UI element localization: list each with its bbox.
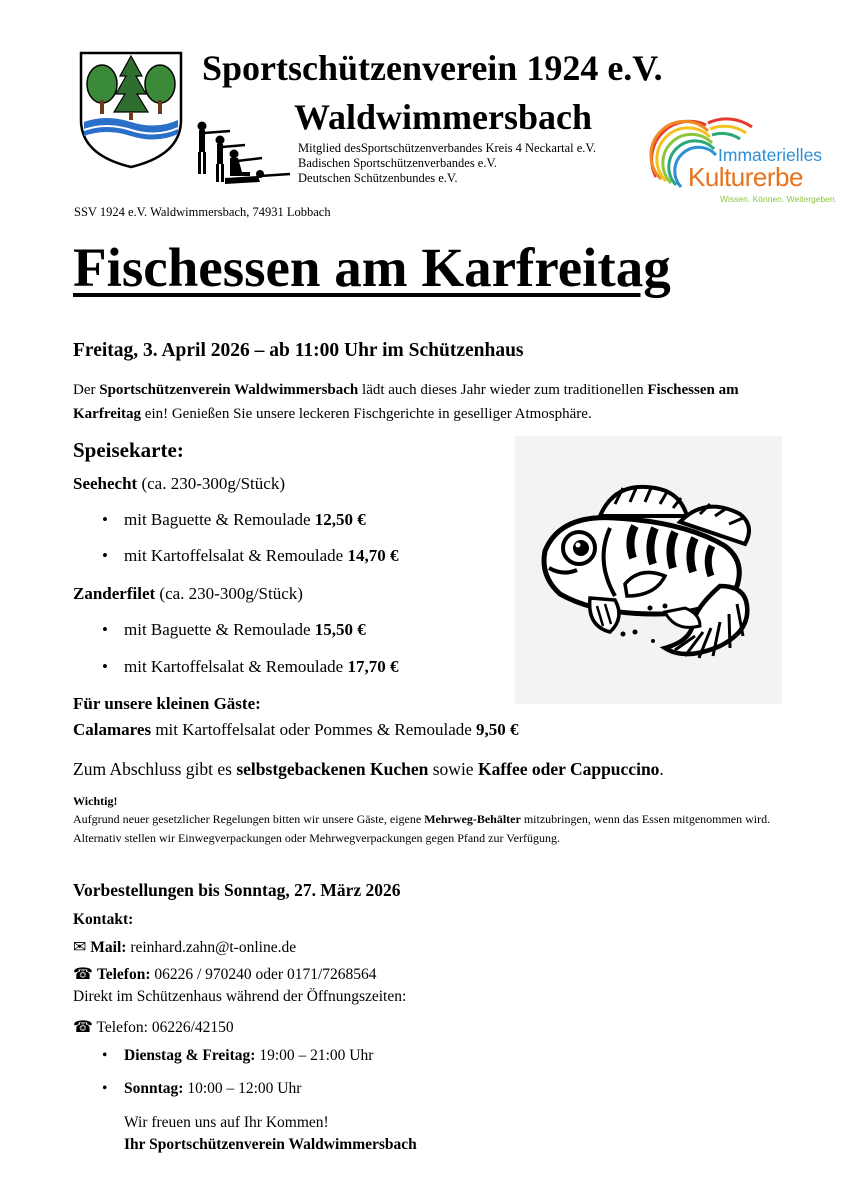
org-name-line2: Waldwimmersbach [294, 97, 593, 137]
signature: Ihr Sportschützenverein Waldwimmersbach [124, 1136, 417, 1153]
dish-note: (ca. 230-300g/Stück) [155, 584, 303, 603]
membership-line: Badischen Sportschützenverbandes e.V. [298, 156, 498, 170]
telephone-icon: ☎ [73, 964, 93, 983]
intro-text: ein! Genießen Sie unsere leckeren Fischgerichte in geselliger Atmosphäre. [141, 406, 592, 422]
option-label: mit Baguette & Remoulade [124, 620, 315, 639]
intro-paragraph [73, 378, 793, 426]
bullet: • [102, 510, 108, 529]
mail-address[interactable]: reinhard.zahn@t-online.de [126, 939, 297, 956]
opening-hours-item [102, 1080, 302, 1098]
fish-illustration-icon [515, 436, 782, 704]
menu-option [102, 510, 366, 530]
intro-org-name: Sportschützenverein Waldwimmersbach [99, 382, 359, 398]
house-phone-number: Telefon: 06226/42150 [92, 1019, 234, 1036]
kulturerbe-tagline: Wissen. Können. Weitergeben. [720, 194, 838, 204]
intro-text: Der [73, 382, 100, 398]
option-label: mit Kartoffelsalat & Remoulade [124, 546, 348, 565]
dessert-text: Zum Abschluss gibt es [73, 759, 237, 779]
menu-option [102, 657, 399, 677]
option-price: 14,70 € [347, 546, 399, 565]
opening-hours-item [102, 1047, 374, 1065]
bullet: • [102, 1080, 108, 1097]
menu-option [102, 546, 399, 566]
bullet: • [102, 657, 108, 676]
dish-note: (ca. 230-300g/Stück) [137, 474, 285, 493]
hours-time: 10:00 – 12:00 Uhr [183, 1080, 302, 1097]
kids-item-desc: mit Kartoffelsalat oder Pommes & Remoulade [151, 720, 477, 739]
org-name-line1: Sportschützenverein 1924 e.V. [202, 48, 663, 88]
event-date-line: Freitag, 3. April 2026 – ab 11:00 Uhr im Schützenhaus [73, 340, 524, 361]
dessert-drinks: Kaffee oder Cappuccino [477, 759, 660, 779]
option-price: 17,70 € [347, 657, 399, 676]
preorder-line: Vorbestellungen bis Sonntag, 27. März 2026 [73, 880, 401, 900]
notice-paragraph [73, 810, 793, 847]
option-price: 15,50 € [314, 620, 366, 639]
contact-mail [73, 937, 296, 957]
bullet: • [102, 620, 108, 639]
notice-heading: Wichtig! [73, 794, 118, 808]
dish-title [73, 474, 285, 494]
option-label: mit Kartoffelsalat & Remoulade [124, 657, 348, 676]
contact-heading: Kontakt: [73, 911, 134, 928]
option-price: 12,50 € [314, 510, 366, 529]
kulturerbe-line2: Kulturerbe [688, 162, 803, 192]
intro-text: lädt auch dieses Jahr wieder zum traditionellen [358, 382, 648, 398]
bullet: • [102, 546, 108, 565]
dessert-text: . [659, 759, 664, 779]
kids-item-price: 9,50 € [476, 720, 519, 739]
coat-of-arms-icon [76, 50, 186, 170]
kids-item [73, 720, 519, 740]
dessert-text: sowie [428, 759, 478, 779]
menu-option [102, 620, 366, 640]
intro-event-name: Fischessen am Karfreitag [73, 382, 739, 422]
hours-time: 19:00 – 21:00 Uhr [255, 1047, 374, 1064]
kids-heading: Für unsere kleinen Gäste: [73, 694, 261, 713]
kids-item-name: Calamares [73, 720, 152, 739]
phone-label: Telefon: [96, 966, 151, 983]
sender-address: SSV 1924 e.V. Waldwimmersbach, 74931 Lobbach [74, 205, 331, 219]
telephone-icon: ☎ [73, 1017, 93, 1036]
hours-day: Sonntag: [124, 1080, 184, 1097]
dessert-cake: selbstgebackenen Kuchen [236, 759, 429, 779]
dessert-line [73, 759, 664, 780]
mail-label: Mail: [90, 939, 127, 956]
notice-bold: Mehrweg-Behälter [424, 812, 521, 826]
direct-contact-text: Direkt im Schützenhaus während der Öffnungszeiten: [73, 988, 407, 1005]
membership-list [298, 141, 596, 186]
membership-line: Mitglied desSportschützenverbandes Kreis 4 Neckartal e.V. [298, 141, 596, 155]
dish-name: Zanderfilet [73, 584, 156, 603]
phone-numbers: 06226 / 970240 oder 0171/7268564 [150, 966, 377, 983]
kulturerbe-logo-icon [648, 115, 838, 207]
page-title: Fischessen am Karfreitag [73, 237, 671, 298]
membership-line: Deutschen Schützenbundes e.V. [298, 171, 458, 185]
notice-text: mitzubringen, wenn das Essen mitgenommen wird. Alternativ stellen wir Einwegverpackungen oder Mehrwegverpackungen gegen Pfand zur Verfügung. [73, 812, 771, 845]
notice-text: Aufgrund neuer gesetzlicher Regelungen bitten wir unsere Gäste, eigene [73, 812, 425, 826]
kulturerbe-line1: Immaterielles [718, 145, 823, 165]
envelope-icon: ✉ [73, 937, 87, 956]
menu-heading: Speisekarte: [73, 438, 184, 462]
closing-line: Wir freuen uns auf Ihr Kommen! [124, 1114, 329, 1131]
hours-day: Dienstag & Freitag: [124, 1047, 256, 1064]
house-phone [73, 1017, 234, 1037]
option-label: mit Baguette & Remoulade [124, 510, 315, 529]
dish-title [73, 584, 303, 604]
dish-name: Seehecht [73, 474, 138, 493]
contact-phone [73, 964, 377, 984]
bullet: • [102, 1047, 108, 1064]
shooters-icon [190, 118, 295, 188]
